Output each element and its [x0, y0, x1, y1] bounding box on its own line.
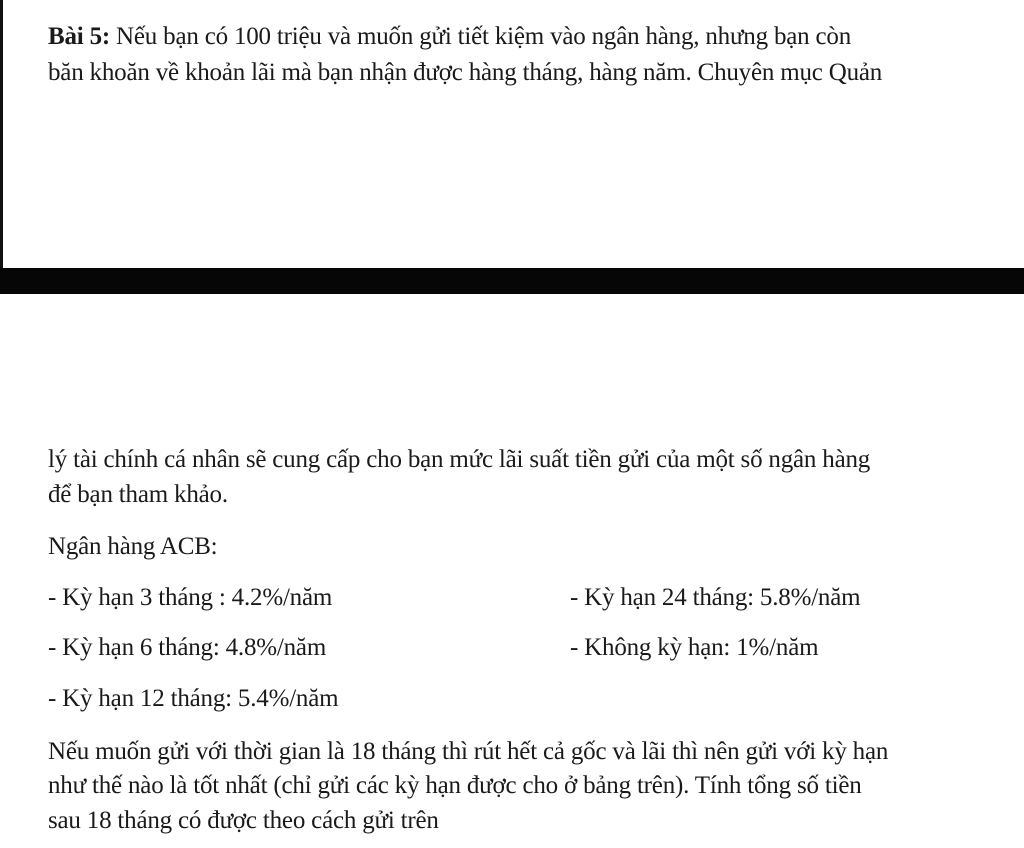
rate-item: - Kỳ hạn 12 tháng: 5.4%/năm — [48, 685, 339, 712]
intro-line-4: để bạn tham khảo. — [48, 481, 228, 508]
rate-item: - Kỳ hạn 6 tháng: 4.8%/năm — [48, 634, 327, 661]
intro-line-2: băn khoăn về khoản lãi mà bạn nhận được hàng tháng, hàng năm. Chuyên mục Quản — [48, 59, 883, 86]
problem-title: Bài 5: — [48, 23, 110, 50]
rate-item: - Không kỳ hạn: 1%/năm — [570, 634, 819, 661]
intro-line-1 — [48, 22, 851, 52]
black-divider-bar — [0, 268, 1024, 294]
rate-item: - Kỳ hạn 3 tháng : 4.2%/năm — [48, 584, 333, 611]
question-line-3: sau 18 tháng có được theo cách gửi trên — [48, 807, 439, 834]
intro-line-1-text: Nếu bạn có 100 triệu và muốn gửi tiết kiệm vào ngân hàng, nhưng bạn còn — [110, 23, 851, 50]
intro-line-3: lý tài chính cá nhân sẽ cung cấp cho bạn mức lãi suất tiền gửi của một số ngân hàng — [48, 446, 871, 473]
bank-heading: Ngân hàng ACB: — [48, 533, 218, 560]
question-line-2: như thế nào là tốt nhất (chỉ gửi các kỳ hạn được cho ở bảng trên). Tính tổng số tiền — [48, 772, 862, 799]
rate-item: - Kỳ hạn 24 tháng: 5.8%/năm — [570, 584, 861, 611]
question-line-1: Nếu muốn gửi với thời gian là 18 tháng thì rút hết cả gốc và lãi thì nên gửi với kỳ hạn — [48, 738, 889, 765]
